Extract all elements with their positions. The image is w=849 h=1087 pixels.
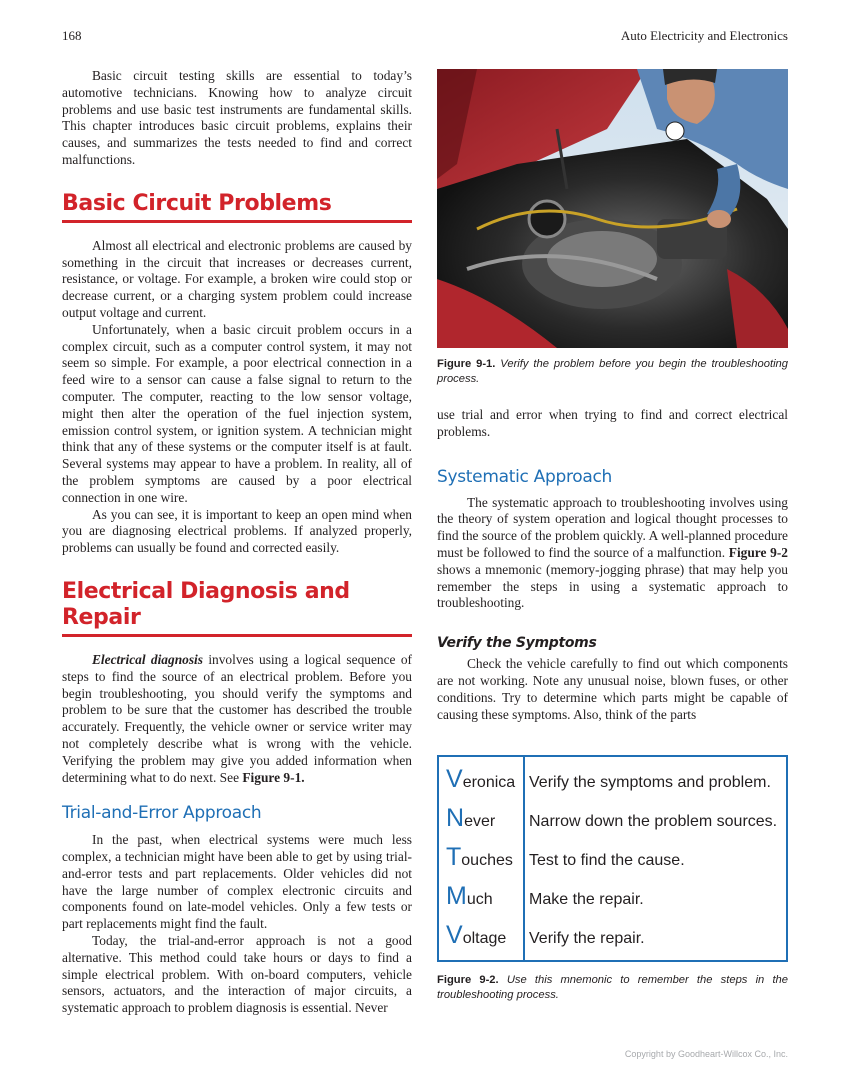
mnemonic-word: Never bbox=[446, 804, 496, 832]
mnemonic-row bbox=[439, 761, 786, 797]
mnemonic-word: Much bbox=[446, 882, 493, 910]
trial-paragraph-2: Today, the trial-and-error approach is not a good alternative. This method could take hours or days to find a simple electrical problem. With on-board computers, vehicle sensors, actuators, and the interaction of major circuits, a systematic approach to problem diagnosis is essential. Never bbox=[62, 933, 412, 1016]
heading-trial-and-error: Trial-and-Error Approach bbox=[62, 803, 262, 824]
mnemonic-row bbox=[439, 917, 786, 953]
mnemonic-phrase: Narrow down the problem sources. bbox=[529, 813, 778, 830]
heading-systematic-approach: Systematic Approach bbox=[437, 466, 613, 487]
mnemonic-phrase: Verify the repair. bbox=[529, 930, 645, 947]
systematic-paragraph: The systematic approach to troubleshooting involves using the theory of system operation and logical thought processes to find the source of the problem quickly. A well-planned procedure must be followed to find the source of a malfunction. Figure 9-2 shows a mnemonic (memory-jogging phrase) that may help you remember the steps in using a systematic approach to troubleshooting. bbox=[437, 494, 789, 611]
mnemonic-row bbox=[439, 839, 786, 875]
running-head: Auto Electricity and Electronics bbox=[620, 28, 788, 43]
heading-basic-circuit-problems: Basic Circuit Problems bbox=[62, 191, 412, 223]
mnemonic-word: Voltage bbox=[446, 921, 507, 949]
mnemonic-phrase: Test to find the cause. bbox=[529, 852, 685, 869]
mnemonic-phrase: Make the repair. bbox=[529, 891, 644, 908]
page-number: 168 bbox=[62, 28, 82, 43]
right-column bbox=[437, 357, 788, 723]
intro-paragraph: Basic circuit testing skills are essential to today’s automotive technicians. Knowing how to analyze circuit problems and use basic test instruments are fundamental skills. This chapter introduces basic circuit problems, explains their causes, and summarizes the tests needed to find and correct malfunctions. bbox=[62, 68, 412, 167]
verify-paragraph: Check the vehicle carefully to find out which components are not working. Note any unusual noise, blown fuses, or other conditions. Try to determine which parts might be capable of causing these symptoms. Also, think of the parts bbox=[437, 656, 788, 722]
mnemonic-row bbox=[439, 878, 786, 914]
basic-paragraph-1: Almost all electrical and electronic problems are caused by something in the circuit that increases or decreases current, resistance, or voltage. For example, a broken wire could stop or decrease current, or a charging system problem could increase output voltage and current. bbox=[62, 237, 412, 320]
left-column bbox=[62, 68, 412, 1017]
figure-9-1-reference: Figure 9-1 bbox=[242, 769, 302, 785]
heading-electrical-diagnosis: Electrical Diagnosis and Repair bbox=[62, 579, 412, 637]
heading-verify-the-symptoms: Verify the Symptoms bbox=[437, 635, 597, 652]
basic-paragraph-3: As you can see, it is important to keep an open mind when you are diagnosing electrical problems. If analyzed properly, problems can usually be found and corrected easily. bbox=[62, 506, 412, 556]
mnemonic-word: Touches bbox=[446, 843, 513, 871]
mnemonic-row bbox=[439, 800, 786, 836]
figure-9-1-label: Figure 9-1. bbox=[437, 358, 496, 370]
figure-9-2-label: Figure 9-2. bbox=[437, 974, 499, 986]
basic-paragraph-2: Unfortunately, when a basic circuit problem occurs in a complex circuit, such as a computer control system, it may not seem so simple. For example, a poor electrical connection in a feed wire to a sensor can cause a false signal to return to the computer. The computer, reacting to the low sensor voltage, might then alter the operation of the fuel injection system, emission control system, or ignition system. A technician might think that any of these systems or the computer itself is at fault. Several systems may appear to have a problem. In reality, all of the problem symptoms are caused by a poor electrical connection in one wire. bbox=[62, 321, 412, 505]
mnemonic-word: Veronica bbox=[446, 765, 516, 793]
continued-paragraph: use trial and error when trying to find and correct electrical problems. bbox=[437, 407, 788, 439]
mnemonic-phrase: Verify the symptoms and problem. bbox=[529, 774, 771, 791]
mnemonic-box bbox=[437, 755, 788, 962]
diagnosis-paragraph: Electrical diagnosis involves using a logical sequence of steps to find the source of an electrical problem. Before you begin troubleshooting, you should verify the symptoms and problem to be sure that the customer has described the trouble accurately. Frequently, the vehicle owner or service writer may not completely describe what is wrong with the vehicle. Verifying the problem may give you added information when determining what to do next. See Figure 9-1. bbox=[62, 651, 412, 785]
figure-9-1-photo bbox=[437, 69, 788, 348]
figure-9-1-caption: Figure 9-1. Verify the problem before you begin the troubleshooting process. bbox=[437, 358, 788, 385]
trial-paragraph-1: In the past, when electrical systems were much less complex, a technician might have been able to get by using trial-and-error tests and part replacements. Older vehicles did not have the large number of complex electronic circuits and components found on late-model vehicles. Only a few tests or part replacements might find the fault. bbox=[62, 832, 412, 932]
figure-9-2-caption: Figure 9-2. Use this mnemonic to remember the steps in the troubleshooting process. bbox=[437, 974, 789, 1001]
copyright-notice: Copyright by Goodheart-Willcox Co., Inc. bbox=[624, 1049, 788, 1059]
figure-9-2-reference: Figure 9-2 bbox=[728, 544, 789, 560]
term-electrical-diagnosis: Electrical diagnosis bbox=[92, 651, 203, 667]
technician-engine-photo bbox=[437, 69, 788, 348]
